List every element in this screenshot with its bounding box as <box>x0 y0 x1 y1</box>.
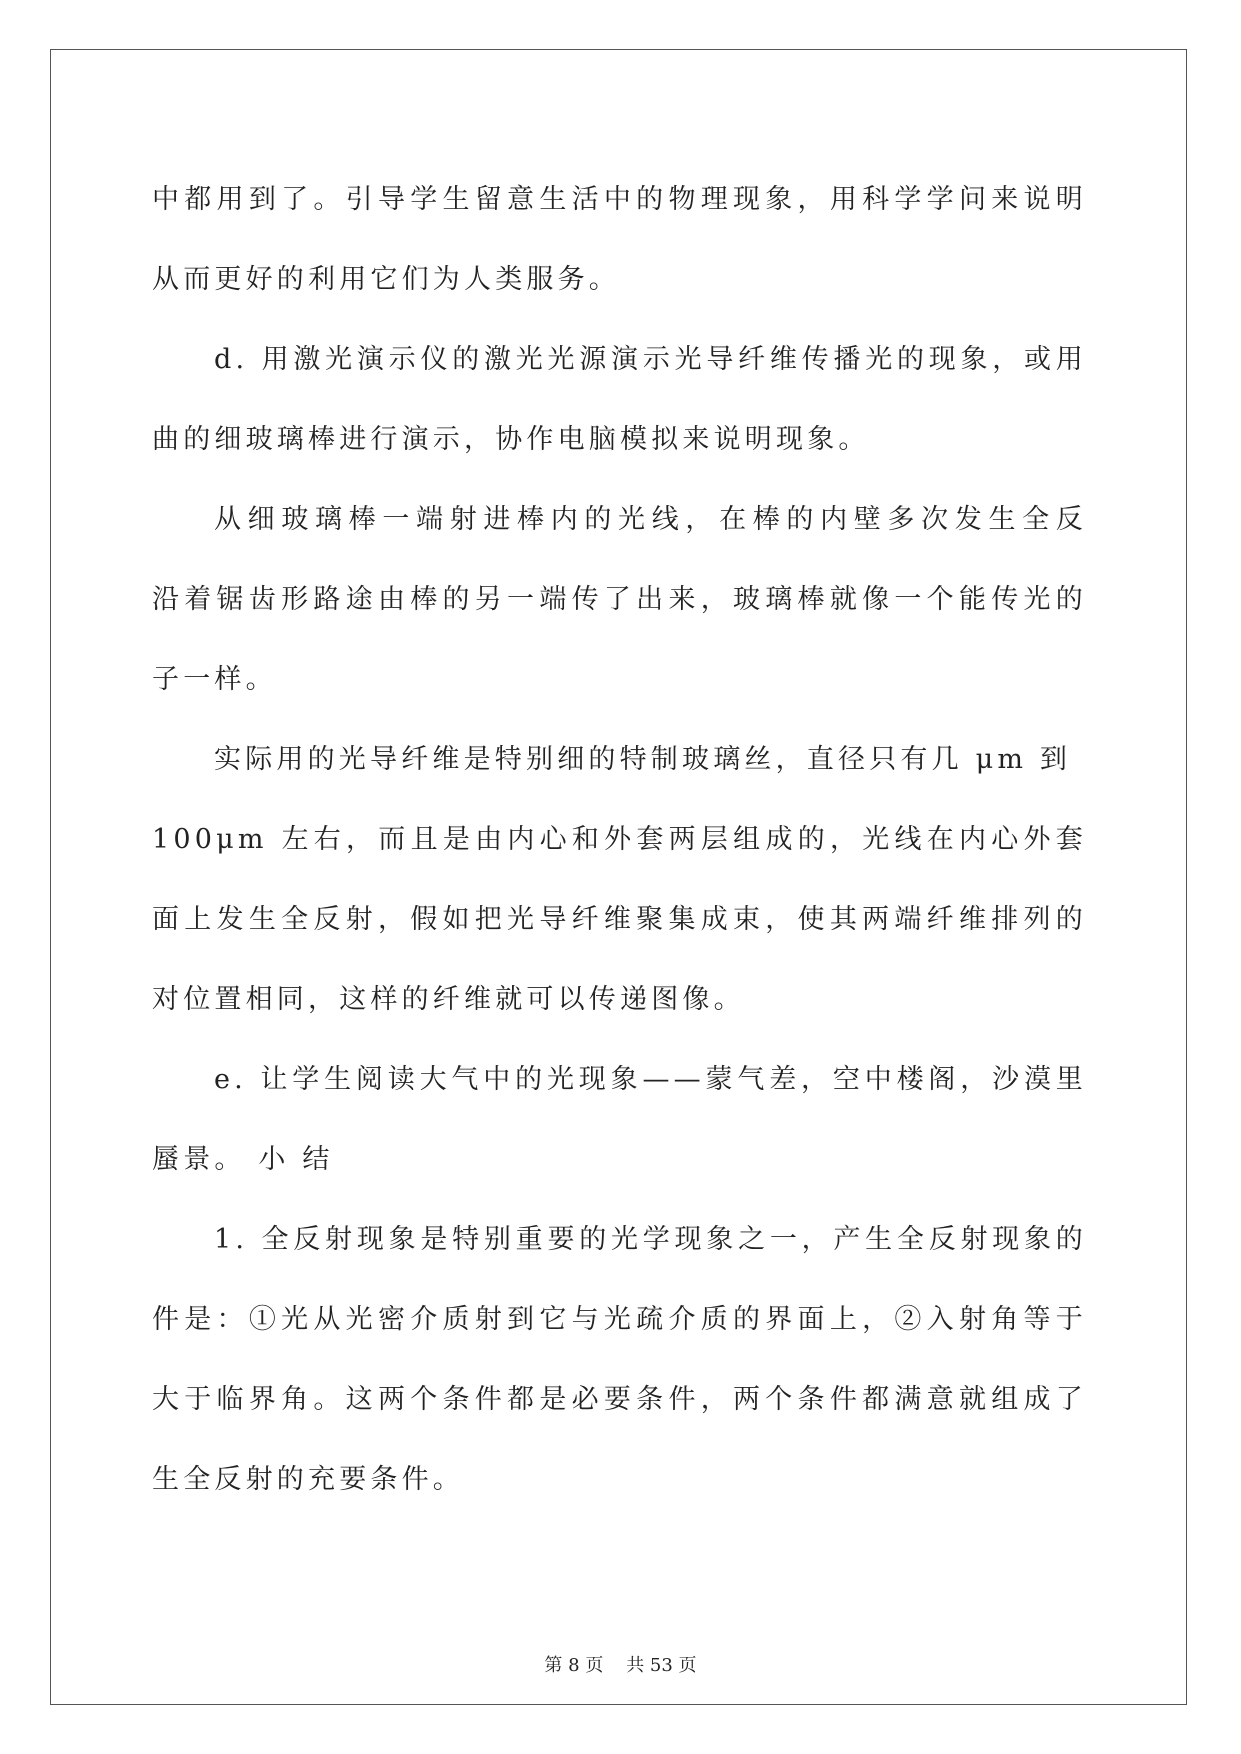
text-line: 大于临界角。这两个条件都是必要条件，两个条件都满意就组成了 <box>152 1384 1087 1415</box>
page-number-text: 第 8 页 共 53 页 <box>544 1655 697 1676</box>
text-line: 实际用的光导纤维是特别细的特制玻璃丝，直径只有几 μm 到 <box>214 744 1072 775</box>
text-line: 中都用到了。引导学生留意生活中的物理现象，用科学学问来说明 <box>152 184 1087 215</box>
text-line: 100μm 左右，而且是由内心和外套两层组成的，光线在内心外套 <box>152 824 1087 855</box>
text-line: 蜃景。 小 结 <box>152 1144 334 1175</box>
paragraph <box>152 320 1087 480</box>
text-line: e. 让学生阅读大气中的光现象——蒙气差，空中楼阁，沙漠里 <box>214 1064 1087 1095</box>
text-line: d. 用激光演示仪的激光光源演示光导纤维传播光的现象，或用 <box>214 344 1087 375</box>
page-number-footer <box>0 1651 1241 1677</box>
text-line: 对位置相同，这样的纤维就可以传递图像。 <box>152 984 745 1015</box>
text-line: 子一样。 <box>152 664 277 695</box>
text-line: 1. 全反射现象是特别重要的光学现象之一，产生全反射现象的 <box>214 1224 1087 1255</box>
text-line: 生全反射的充要条件。 <box>152 1464 464 1495</box>
paragraph <box>152 1200 1087 1520</box>
document-body <box>152 160 1087 1520</box>
text-line: 从而更好的利用它们为人类服务。 <box>152 264 620 295</box>
paragraph <box>152 1040 1087 1200</box>
text-line: 件是：①光从光密介质射到它与光疏介质的界面上，②入射角等于 <box>152 1304 1087 1335</box>
text-line: 面上发生全反射，假如把光导纤维聚集成束，使其两端纤维排列的 <box>152 904 1087 935</box>
text-line: 从细玻璃棒一端射进棒内的光线，在棒的内壁多次发生全反 <box>214 504 1087 535</box>
text-line: 沿着锯齿形路途由棒的另一端传了出来，玻璃棒就像一个能传光的 <box>152 584 1087 615</box>
paragraph <box>152 480 1087 720</box>
paragraph <box>152 720 1087 1040</box>
text-line: 曲的细玻璃棒进行演示，协作电脑模拟来说明现象。 <box>152 424 870 455</box>
paragraph <box>152 160 1087 320</box>
